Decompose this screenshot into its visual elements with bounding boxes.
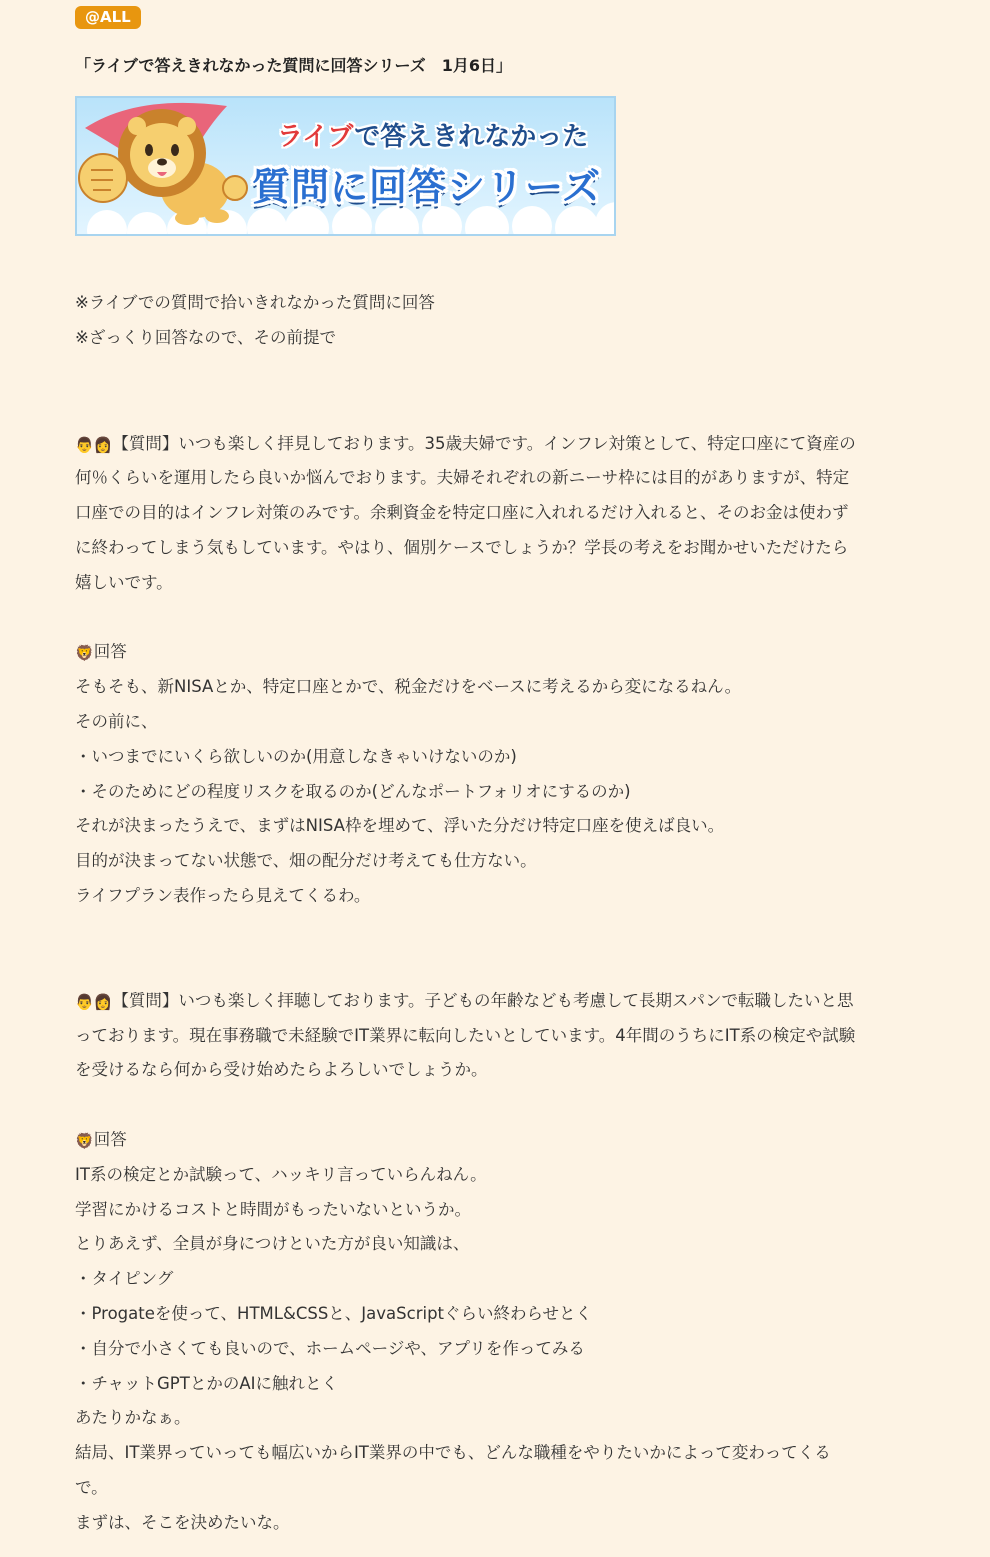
answer-line: ・タイピング <box>75 1269 174 1289</box>
answer-line: それが決まったうえで、まずはNISA枠を埋めて、浮いた分だけ特定口座を使えば良い。 <box>75 816 725 836</box>
answer-line: 目的が決まってない状態で、畑の配分だけ考えても仕方ない。 <box>75 851 537 871</box>
lion-icon: 🦁 <box>75 1131 94 1150</box>
qa-block-2 <box>75 984 970 1541</box>
qa-block-1 <box>75 427 970 914</box>
answer-line: 結局、IT業界っていっても幅広いからIT業界の中でも、どんな職種をやりたいかによって変わってくる <box>75 1443 831 1463</box>
notes-section <box>75 286 970 356</box>
question-line: 嬉しいです。 <box>75 572 173 592</box>
spacer <box>75 1088 970 1123</box>
answer-line: 学習にかけるコストと時間がもったいないというか。 <box>75 1199 471 1219</box>
answer-line: まずは、そこを決めたいな。 <box>75 1512 290 1532</box>
answer-line: で。 <box>75 1477 108 1497</box>
question-line: っております。現在事務職で未経験でIT業界に転向したいとしています。4年間のうちにIT系の検定や試験 <box>75 1025 856 1045</box>
couple-icon: 👨👩 <box>75 435 113 454</box>
banner-heading-highlight: ライブ <box>277 122 355 152</box>
series-banner-image <box>75 96 616 236</box>
answer-line: あたりかなぁ。 <box>75 1408 191 1428</box>
note-line: ※ライブでの質問で拾いきれなかった質問に回答 <box>75 293 435 312</box>
lion-icon: 🦁 <box>75 644 94 663</box>
banner-heading-main: 質問に回答シリーズ <box>252 165 602 209</box>
question-line: 👨👩【質問】いつも楽しく拝見しております。35歳夫婦です。インフレ対策として、特定口座にて資産の <box>75 433 856 454</box>
question-line: を受けるなら何から受け始めたらよろしいでしょうか。 <box>75 1060 488 1080</box>
answer-line: ライフプラン表作ったら見えてくるわ。 <box>75 885 371 905</box>
mention-badge[interactable]: @ALL <box>75 6 141 29</box>
answer-line: そもそも、新NISAとか、特定口座とかで、税金だけをベースに考えるから変になるねん。 <box>75 677 742 697</box>
post-content <box>75 6 970 1541</box>
question-line: 何％くらいを運用したら良いか悩んでおります。夫婦それぞれの新ニーサ枠には目的がありますが、特定 <box>75 468 850 488</box>
post-title: 「ライブで答えきれなかった質問に回答シリーズ 1月6日」 <box>75 56 512 75</box>
spacer <box>75 601 970 636</box>
answer-line: とりあえず、全員が身につけといた方が良い知識は、 <box>75 1234 470 1254</box>
answer-line: IT系の検定とか試験って、ハッキリ言っていらんねん。 <box>75 1164 487 1184</box>
answer-line: ・自分で小さくても良いので、ホームページや、アプリを作ってみる <box>75 1338 585 1358</box>
answer-label: 🦁回答 <box>75 642 127 663</box>
answer-line: ・そのためにどの程度リスクを取るのか(どんなポートフォリオにするのか) <box>75 781 631 801</box>
answer-line: ・いつまでにいくら欲しいのか(用意しなきゃいけないのか) <box>75 746 517 766</box>
note-line: ※ざっくり回答なので、その前提で <box>75 327 336 347</box>
answer-label: 🦁回答 <box>75 1129 127 1150</box>
question-line: に終わってしまう気もしています。やはり、個別ケースでしょうか？学長の考えをお聞かせいただけたら <box>75 537 849 557</box>
banner-heading-rest: で答えきれなかった <box>354 122 589 152</box>
question-line: 👨👩【質問】いつも楽しく拝聴しております。子どもの年齢なども考慮して長期スパンで転職したいと思 <box>75 990 854 1011</box>
couple-icon: 👨👩 <box>75 992 113 1011</box>
question-line: 口座での目的はインフレ対策のみです。余剰資金を特定口座に入れれるだけ入れると、そのお金は使わず <box>75 503 849 523</box>
answer-line: その前に、 <box>75 711 158 731</box>
answer-line: ・チャットGPTとかのAIに触れとく <box>75 1373 338 1393</box>
answer-line: ・Progateを使って、HTML&CSSと、JavaScriptぐらい終わらせとく <box>75 1303 593 1323</box>
banner-heading-top <box>277 116 588 153</box>
